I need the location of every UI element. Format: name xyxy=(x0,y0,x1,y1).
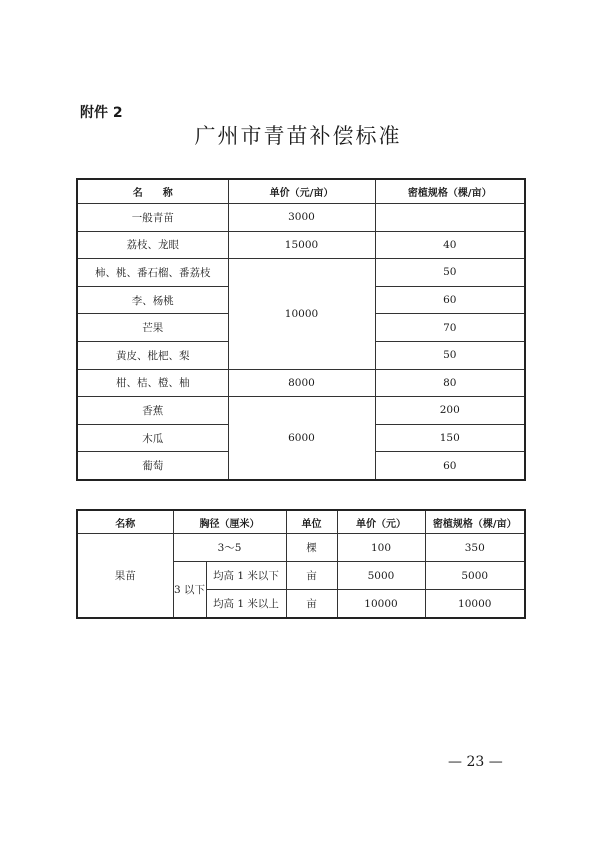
price-value: 100 xyxy=(337,534,425,562)
crop-name: 黄皮、枇杷、梨 xyxy=(77,341,228,369)
crop-density: 70 xyxy=(375,314,525,342)
table-row xyxy=(77,534,525,562)
table-row xyxy=(77,369,525,397)
unit-value: 棵 xyxy=(286,534,337,562)
density-value: 10000 xyxy=(425,590,525,619)
table-row xyxy=(77,204,525,232)
diameter-value: 3～5 xyxy=(173,534,286,562)
crop-price: 3000 xyxy=(228,204,375,232)
header-price: 单价（元/亩） xyxy=(228,179,375,204)
density-value: 5000 xyxy=(425,562,525,590)
height-value: 均高 1 米以上 xyxy=(206,590,286,619)
crop-name: 香蕉 xyxy=(77,397,228,425)
density-value: 350 xyxy=(425,534,525,562)
crop-name: 李、杨桃 xyxy=(77,286,228,314)
crop-name: 木瓜 xyxy=(77,424,228,452)
header-name: 名 称 xyxy=(77,179,228,204)
table-row xyxy=(77,397,525,425)
table-header-row xyxy=(77,510,525,534)
price-value: 5000 xyxy=(337,562,425,590)
crop-name: 一般青苗 xyxy=(77,204,228,232)
price-value: 10000 xyxy=(337,590,425,619)
attachment-label: 附件 2 xyxy=(80,105,123,121)
crop-density xyxy=(375,204,525,232)
crop-price: 15000 xyxy=(228,231,375,259)
compensation-table-seedlings xyxy=(76,509,526,619)
header-density: 密植规格（棵/亩） xyxy=(425,510,525,534)
header-density: 密植规格（棵/亩） xyxy=(375,179,525,204)
unit-value: 亩 xyxy=(286,590,337,619)
header-unit: 单位 xyxy=(286,510,337,534)
crop-density: 50 xyxy=(375,259,525,287)
crop-name: 葡萄 xyxy=(77,452,228,480)
crop-density: 40 xyxy=(375,231,525,259)
document-title: 广州市青苗补偿标准 xyxy=(194,124,402,148)
diameter-subgroup: 3 以下 xyxy=(173,562,206,619)
header-name: 名称 xyxy=(77,510,173,534)
crop-name: 柑、桔、橙、柚 xyxy=(77,369,228,397)
crop-price: 8000 xyxy=(228,369,375,397)
crop-density: 50 xyxy=(375,341,525,369)
table-row xyxy=(77,231,525,259)
crop-price-merged: 6000 xyxy=(228,397,375,480)
table-header-row xyxy=(77,179,525,204)
crop-density: 60 xyxy=(375,286,525,314)
unit-value: 亩 xyxy=(286,562,337,590)
header-diameter: 胸径（厘米） xyxy=(173,510,286,534)
height-value: 均高 1 米以下 xyxy=(206,562,286,590)
crop-density: 150 xyxy=(375,424,525,452)
crop-name: 芒果 xyxy=(77,314,228,342)
table-row xyxy=(77,259,525,287)
crop-name: 柿、桃、番石榴、番荔枝 xyxy=(77,259,228,287)
crop-density: 200 xyxy=(375,397,525,425)
seedling-name: 果苗 xyxy=(77,534,173,619)
compensation-table-crops xyxy=(76,178,526,481)
crop-name: 荔枝、龙眼 xyxy=(77,231,228,259)
crop-density: 80 xyxy=(375,369,525,397)
page-number: — 23 — xyxy=(448,754,503,770)
header-price: 单价（元） xyxy=(337,510,425,534)
crop-price-merged: 10000 xyxy=(228,259,375,369)
crop-density: 60 xyxy=(375,452,525,480)
